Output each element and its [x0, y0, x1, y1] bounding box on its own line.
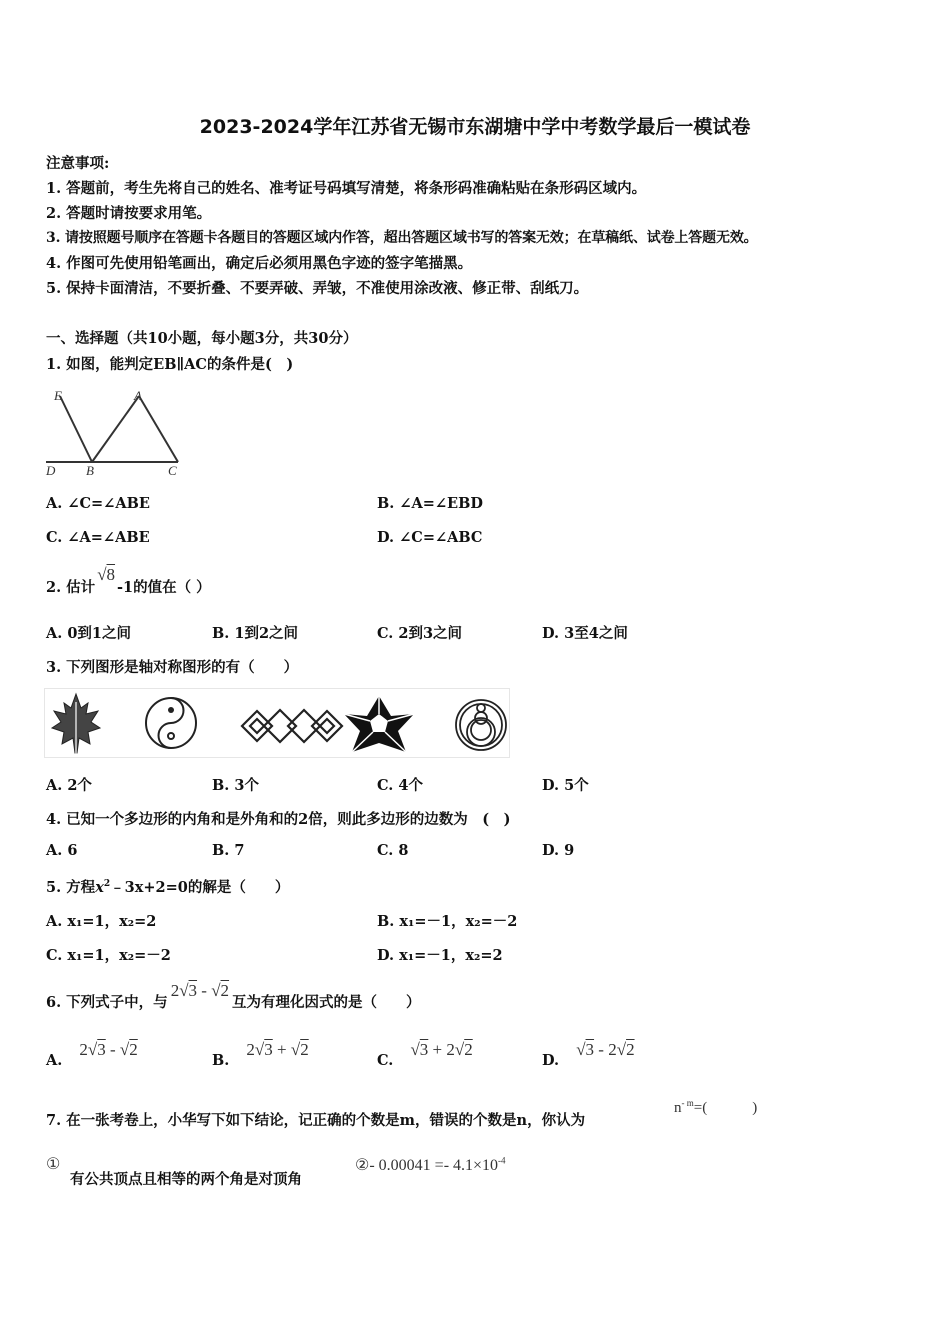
question-1-stem: 1. 如图，能判定EB∥AC的条件是( ) [46, 356, 294, 373]
stem-prefix: 5. 方程 [46, 879, 96, 896]
option-a: A. 0到1之间 [46, 625, 132, 642]
operator: - [594, 1040, 609, 1059]
maple-leaf-icon [52, 694, 100, 754]
coefficient: 2 [79, 1040, 88, 1059]
option-a: A. 2个 [46, 777, 92, 794]
option-d: D. ∠C=∠ABC [377, 529, 483, 546]
variable-x: x [95, 879, 104, 896]
question-7-stem: 7. 在一张考卷上，小华写下如下结论，记正确的个数是m，错误的个数是n，你认为 [46, 1112, 586, 1129]
note-item: 4. 作图可先使用铅笔画出，确定后必须用黑色字迹的签字笔描黑。 [46, 255, 473, 272]
star-flower-icon [344, 696, 414, 752]
question-4-stem: 4. 已知一个多边形的内角和是外角和的2倍，则此多边形的边数为 ( ) [46, 811, 511, 828]
option-d: D. 9 [542, 842, 575, 859]
triangle-figure [40, 382, 190, 480]
stem-prefix: 6. 下列式子中，与 [46, 994, 168, 1011]
exponent: 2 [103, 879, 111, 890]
option-d: D. 5个 [542, 777, 589, 794]
point-e-label: E [54, 388, 62, 403]
option-label: B. [212, 1052, 230, 1069]
note-item: 3. 请按照题号顺序在答题卡各题目的答题区域内作答，超出答题区域书写的答案无效；在草稿纸、试卷上答题无效。 [46, 230, 758, 246]
coefficient: 2 [170, 981, 180, 1000]
page-title: 2023-2024学年江苏省无锡市东湖塘中学中考数学最后一模试卷 [199, 116, 751, 138]
option-d: D. 3至4之间 [542, 625, 628, 642]
coefficient: 2 [246, 1040, 255, 1059]
radical-expression: 2√3 + √2 [246, 1040, 309, 1059]
option-c: C. 8 [377, 842, 409, 859]
answer-blank: =( ) [693, 1100, 758, 1116]
operator: - [105, 1040, 120, 1059]
radical-expression: √3 + 2√2 [410, 1040, 473, 1059]
option-b: B. x₁=－1，x₂=－2 [377, 913, 518, 930]
radical-expression: √3 - 2√2 [576, 1040, 635, 1059]
stem-suffix: ﹣3x+2=0的解是（ ） [110, 879, 290, 896]
option-b: B. 1到2之间 [212, 625, 299, 642]
question-2-stem [46, 565, 211, 597]
question-7-expression [674, 1096, 757, 1117]
coefficient: 2 [608, 1040, 617, 1059]
point-a-label: A [134, 388, 142, 403]
option-a: A. ∠C=∠ABE [46, 495, 150, 512]
exponent: - m [681, 1098, 694, 1108]
point-b-label: B [86, 463, 94, 478]
option-c: C. x₁=1，x₂=－2 [46, 947, 171, 964]
option-b: B. 3个 [212, 777, 259, 794]
option-label: A. [46, 1052, 63, 1069]
option-c [377, 1040, 473, 1069]
yin-yang-icon [146, 698, 196, 748]
note-item: 2. 答题时请按要求用笔。 [46, 205, 212, 222]
point-d-label: D [46, 463, 56, 478]
radical-expression: 2√3 - √2 [79, 1040, 138, 1059]
stem-prefix: 2. 估计 [46, 579, 96, 596]
radicand: 3 [97, 1040, 106, 1059]
radicand: 3 [264, 1040, 273, 1059]
radicand: 2 [129, 1040, 138, 1059]
radicand: 3 [585, 1040, 595, 1059]
section-heading: 一、选择题（共10小题，每小题3分，共30分） [46, 330, 358, 347]
option-b: B. ∠A=∠EBD [377, 495, 483, 512]
operator: + [272, 1040, 291, 1059]
question-5-stem [46, 876, 289, 897]
statement-2-expression: - 0.00041 =- 4.1×10 [369, 1157, 499, 1174]
option-c: C. 2到3之间 [377, 625, 463, 642]
base: n [674, 1100, 682, 1116]
knot-pattern-icon [242, 710, 342, 742]
option-c: C. 4个 [377, 777, 423, 794]
question-6-stem [46, 981, 421, 1012]
coefficient: 2 [446, 1040, 455, 1059]
radicand: 2 [626, 1040, 635, 1059]
option-label: D. [542, 1052, 560, 1069]
option-label: C. [377, 1052, 394, 1069]
operator: + [428, 1040, 447, 1059]
option-b: B. 7 [212, 842, 245, 859]
stem-suffix: 互为有理化因式的是（ ） [232, 994, 421, 1011]
radicand: 2 [220, 981, 230, 1000]
note-item: 1. 答题前，考生先将自己的姓名、准考证号码填写清楚，将条形码准确粘贴在条形码区域内。 [46, 180, 647, 197]
sqrt-8-expr: √8 [97, 565, 116, 584]
exponent: -4 [498, 1155, 506, 1166]
option-a: A. 6 [46, 842, 78, 859]
option-d [542, 1040, 635, 1069]
option-b [212, 1040, 309, 1069]
operator: - [197, 981, 212, 1000]
note-item: 5. 保持卡面清洁，不要折叠、不要弄破、弄皱，不准使用涂改液、修正带、刮纸刀。 [46, 280, 589, 297]
radical-expression: 2√3 - √2 [170, 981, 230, 1000]
option-d: D. x₁=－1，x₂=2 [377, 947, 503, 964]
statement-2-number: ② [355, 1157, 370, 1174]
statement-1-text: 有公共顶点且相等的两个角是对顶角 [70, 1171, 302, 1188]
radicand: 2 [300, 1040, 309, 1059]
radicand: 3 [419, 1040, 429, 1059]
option-a: A. x₁=1，x₂=2 [46, 913, 157, 930]
nested-circles-icon [456, 700, 506, 750]
symmetry-figures [44, 688, 510, 758]
question-3-stem: 3. 下列图形是轴对称图形的有（ ） [46, 659, 299, 676]
radicand: 2 [464, 1040, 473, 1059]
radicand: 8 [106, 565, 116, 584]
statement-2 [355, 1155, 506, 1175]
option-a [46, 1040, 138, 1069]
stem-suffix: -1的值在（ ） [117, 579, 211, 596]
statement-1-number: ① [46, 1156, 61, 1173]
point-c-label: C [168, 463, 177, 478]
radicand: 3 [188, 981, 198, 1000]
notes-heading: 注意事项: [46, 155, 110, 172]
option-c: C. ∠A=∠ABE [46, 529, 150, 546]
